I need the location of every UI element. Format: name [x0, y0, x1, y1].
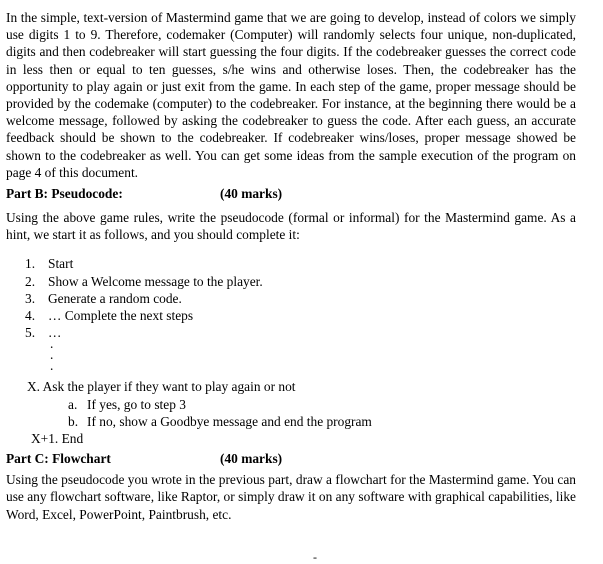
list-item [25, 324, 576, 341]
list-item [25, 255, 576, 272]
substep-text: If yes, go to step 3 [87, 396, 186, 412]
part-c-title: Part C: Flowchart [6, 451, 111, 467]
part-b-title: Part B: Pseudocode: [6, 186, 123, 202]
part-c-description: Using the pseudocode you wrote in the previous part, draw a flowchart for the Mastermind game. You can use any flowchart software, like Raptor, or simply draw it on any software with graphical capabilities, like Word, Excel, PowerPoint, Paintbrush, etc. [6, 472, 576, 522]
dot: . [50, 336, 54, 352]
step-number: 2. [25, 273, 36, 289]
intro-paragraph: In the simple, text-version of Mastermind game that we are going to develop, instead of colors we simply use digits 1 to 9. Therefore, codemaker (Computer) will randomly selects four unique, non-duplicated, digits and then codebreaker will start guessing the four digits. If the codebreaker guesses the correct code in less then or equal to ten guesses, s/he wins and otherwise loses. Then, the codebreaker has the opportunity to play again or just exit from the game. In each step of the game, proper message should be provided by the codemake (computer) to the codebreaker. For instance, at the beginning there would be a welcome message, followed by asking the codebreaker to guess the code. After each guess, an accurate feedback should be shown to the codebreaker. If codebreaker wins/loses, proper message showed be shown to the codebreaker as well. You can get some ideas from the sample execution of the program on page 4 of this document. [6, 10, 576, 180]
step-text: … Complete the next steps [48, 308, 194, 323]
step-x-end: X+1. End [31, 430, 84, 446]
page-fragment-mark: - [313, 550, 317, 564]
step-number: 5. [25, 325, 36, 341]
list-item [25, 290, 576, 307]
part-c-heading [6, 450, 576, 468]
step-number: 4. [25, 308, 36, 323]
step-text: Show a Welcome message to the player. [48, 273, 263, 289]
step-number: 1. [25, 256, 36, 272]
list-item [68, 396, 576, 413]
step-text: Start [48, 256, 74, 272]
continuation-dots [6, 336, 576, 374]
substep-text: If no, show a Goodbye message and end the program [87, 413, 372, 429]
substep-letter: b. [68, 413, 79, 429]
list-item [68, 413, 576, 430]
part-b-heading [6, 185, 576, 203]
part-b-marks: (40 marks) [220, 186, 283, 202]
part-c-marks: (40 marks) [220, 451, 283, 467]
step-text: … [48, 325, 62, 341]
document-page [6, 9, 576, 523]
list-item [25, 273, 576, 290]
dot: . [50, 347, 54, 363]
step-x: X. Ask the player if they want to play again or not [27, 379, 296, 395]
substep-letter: a. [68, 396, 78, 412]
list-item [25, 307, 576, 324]
step-text: Generate a random code. [48, 290, 182, 306]
dot: . [50, 358, 54, 374]
step-number: 3. [25, 290, 36, 306]
step-x-substeps [6, 396, 576, 430]
pseudocode-steps [6, 255, 576, 341]
part-b-description: Using the above game rules, write the pseudocode (formal or informal) for the Mastermind game. As a hint, we start it as follows, and you should complete it: [6, 210, 576, 243]
